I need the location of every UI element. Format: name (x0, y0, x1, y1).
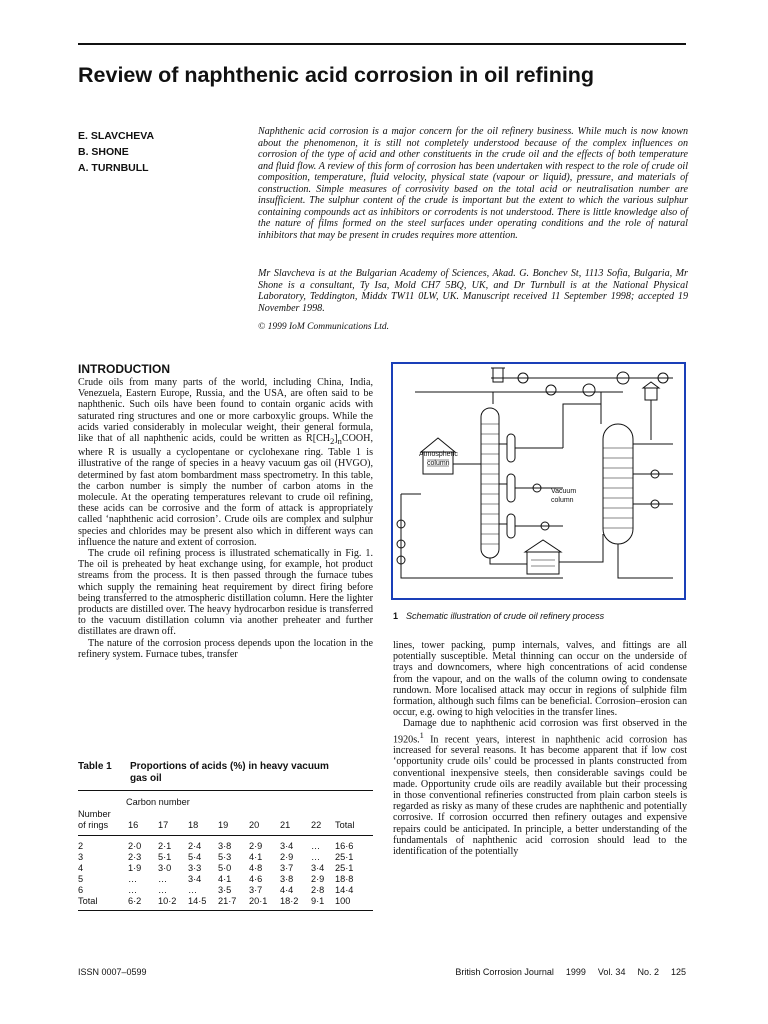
table-column-header: 21 (280, 820, 291, 830)
article-title: Review of naphthenic acid corrosion in oil refining (78, 63, 595, 87)
table-cell: 21·7 (218, 896, 237, 906)
product-lines (515, 448, 563, 526)
table-cell: … (188, 885, 198, 895)
table-row-label: 5 (78, 874, 84, 884)
table-top-rule (78, 790, 373, 791)
label-vacuum-line1: Vacuum (551, 488, 577, 495)
table-cell: 2·3 (128, 852, 142, 862)
draw-lines (499, 444, 507, 524)
table-row-header-line1: Number (78, 809, 111, 819)
table-cell: … (128, 874, 138, 884)
footer-citation (443, 967, 686, 977)
author-name: A. TURNBULL (78, 162, 149, 174)
footer-issue: No. 2 (637, 967, 659, 977)
table-group-header: Carbon number (126, 797, 190, 807)
author-affiliations: Mr Slavcheva is at the Bulgarian Academy of Sciences, Akad. G. Bonchev St, 1113 Sofia, Bulgaria, Mr Shone is a consultant, Ty Isa, Mold CH7 5BQ, UK, and Dr Turnbull is at the National Physical Laboratory, Teddington, Middx TW11 0LW, UK. Manuscript received 11 September 1998; accepted 19 November 1998. (258, 268, 688, 314)
label-atmospheric (419, 451, 460, 467)
table-row-label: 3 (78, 852, 84, 862)
table-row-label: 6 (78, 885, 84, 895)
author-name: B. SHONE (78, 146, 129, 158)
atmospheric-column (481, 408, 499, 558)
residue-line (618, 544, 673, 578)
furnace (527, 552, 559, 574)
furnace-coil (531, 560, 555, 566)
feed-line (401, 494, 563, 578)
footer-page: 125 (670, 967, 686, 977)
author-list (78, 128, 238, 176)
abstract: Naphthenic acid corrosion is a major concern for the oil refinery business. While much is now known about the phenomenon, it is still not completely understood because of the complex influences on corrosion of the type of acid and other constituents in the crude oil and the effects of both temperature and fluid flow. A review of this form of corrosion has been undertaken with respect to the role of crude oil composition, temperature, fluid velocity, physical state (vapour or liquid), pressure, and materials of construction. Simple measures of corrosivity based on the total acid or neutralisation number are insufficient. The sulphur content of the crude is important but the extent to which the various sulphur containing compounds act as inhibitors or corrodents is not understood. There is little knowledge also of the nature of films formed on the steel surfaces under operating conditions and the role of natural inhibitors that may be present in crudes requires more attention. (258, 126, 688, 241)
label-atmospheric-line1: Atmospheric (419, 451, 458, 458)
section-heading-introduction: INTRODUCTION (78, 362, 170, 376)
table-cell: 10·2 (158, 896, 177, 906)
table-row-header-line2: of rings (78, 820, 109, 830)
table-cell: 3·4 (280, 841, 294, 851)
table-cell: 2·1 (158, 841, 172, 851)
vacuum-column (603, 424, 633, 544)
text-run: ] (334, 433, 338, 445)
table-cell: 4·4 (280, 885, 294, 895)
side-stripper (507, 434, 515, 462)
table-cell: 3·4 (311, 863, 325, 873)
table-row-label: 2 (78, 841, 84, 851)
table-cell: 2·8 (311, 885, 325, 895)
column-trays (481, 424, 499, 544)
pipe (563, 404, 601, 448)
table-cell: 2·0 (128, 841, 142, 851)
furnace-roof (525, 540, 561, 552)
table-cell: 100 (335, 896, 351, 906)
right-column-text (393, 640, 687, 857)
side-stripper (507, 474, 515, 502)
table-cell: 9·1 (311, 896, 325, 906)
tank-top (643, 382, 659, 388)
table-cell: 16·6 (335, 841, 354, 851)
subscript: 2 (330, 437, 335, 447)
table-cell: 2·9 (311, 874, 325, 884)
exchanger (583, 384, 595, 396)
table-bottom-rule (78, 910, 373, 911)
table-column-header: 17 (158, 820, 169, 830)
furnace-roof (421, 438, 455, 452)
table-cell: 5·4 (188, 852, 202, 862)
subscript: n (337, 437, 342, 447)
intro-paragraph-3: The nature of the corrosion process depends upon the location in the refinery system. Furnace tubes, transfer (78, 637, 373, 660)
intro-paragraph-2: The crude oil refining process is illustrated schematically in Fig. 1. The oil is preheated by heat exchange using, for example, hot product streams from the process. It is then passed through the furnace tubes which supply the remaining heat requirement by direct firing before being transferred to the atmospheric distillation column. Here the lighter products are distilled over. The heavy hydrocarbon residue is transferred to the vacuum distillation column via another preheater and further distillates are drawn off. (78, 548, 373, 638)
table-cell: 2·4 (188, 841, 202, 851)
copyright-notice: © 1999 IoM Communications Ltd. (258, 322, 389, 332)
table-cell: 4·8 (249, 863, 263, 873)
text-run: In recent years, interest in naphthenic acid corrosion has increased for several reasons. It has become apparent that if low cost ‘opportunity crude oils’ could be processed in plants constructed from conventional inexpensive steels, then considerable savings could be made. Opportunity crude oils are readily available but their processing in those conventional refineries constructed from plain carbon steels is regarded as risky as many of these crudes are naphthenic and potentially corrosive. If corrosion occurred then refinery outages and expensive repairs could be anticipated. In principle, a better understanding of the fundamentals of naphthenic acid corrosion should lead to the identification of the potentially (393, 733, 687, 858)
table-column-header: Total (335, 820, 355, 830)
table-cell: 4·1 (249, 852, 263, 862)
table-cell: 18·8 (335, 874, 354, 884)
figure-1-caption (393, 611, 687, 621)
table-cell: 14·5 (188, 896, 207, 906)
table-cell: 3·5 (218, 885, 232, 895)
table-column-header: 18 (188, 820, 199, 830)
body-paragraph-2 (393, 718, 687, 857)
table-cell: 3·8 (218, 841, 232, 851)
table-cell: 18·2 (280, 896, 299, 906)
vacuum-feed-line (559, 534, 603, 562)
table-cell: 4·6 (249, 874, 263, 884)
table-cell: 1·9 (128, 863, 142, 873)
label-vacuum (551, 488, 578, 504)
table-cell: 25·1 (335, 852, 354, 862)
table-cell: 3·0 (158, 863, 172, 873)
table-column-header: 22 (311, 820, 322, 830)
table-row-label: Total (78, 896, 98, 906)
table-title-line1: Proportions of acids (%) in heavy vacuum (130, 761, 329, 772)
refinery-schematic (393, 364, 684, 598)
table-cell: 5·3 (218, 852, 232, 862)
tank (645, 388, 657, 400)
footer-year: 1999 (565, 967, 586, 977)
column-trays (603, 448, 633, 528)
table-cell: 3·8 (280, 874, 294, 884)
table-column-header: 19 (218, 820, 229, 830)
table-cell: 3·7 (249, 885, 263, 895)
residue-transfer (490, 558, 527, 564)
text-run: Crude oils from many parts of the world, including China, India, Venezuela, Eastern Europe, Russia, and the USA, are often said to be naphthenic. Such oils have been found to contain organic acids with saturated ring structures and one or more carboxylic groups. While the acids varied considerably in molecular weight, their general formula, like that of all naphthenic acids, could be written as R[CH (78, 377, 373, 445)
vacuum-product-lines (633, 444, 673, 504)
figure-number: 1 (393, 611, 399, 621)
footer-journal: British Corrosion Journal (455, 967, 554, 977)
intro-paragraph-1 (78, 377, 373, 548)
table-header-rule (78, 835, 373, 836)
left-column-text (78, 377, 373, 660)
table-cell: … (128, 885, 138, 895)
body-paragraph-1: lines, tower packing, pump internals, valves, and fittings are all potentially susceptible. Metal thinning can occur on the underside of trays and downcomers, where high concentrations of acid condense from the vapour, and on the walls of the column owing to condensate rundown. More localised attack may occur in regions of sulphide film formation, although such films can be beneficial. Corrosion–erosion can occur, e.g. owing to high velocities in the transfer lines. (393, 640, 687, 719)
text-run: COOH, where R is usually a cyclopentane or cyclohexane ring. Table 1 is illustrative of the range of species in a heavy vacuum gas oil (HVGO), determined by fast atom bombardment mass spectrometry. In this table, the carbon number is simply the number of carbon atoms in the molecule. At the operating temperatures relevant to crude oil refining, these acids can be corrosive and the form of attack is appropriately called ‘naphthenic acid corrosion’. Crude oils are complex and sulphur species and chlorides may be present also which in different ways can influence the nature and extent of corrosion. (78, 433, 373, 548)
table-cell: 2·9 (249, 841, 263, 851)
side-stripper (507, 514, 515, 538)
drum (493, 368, 503, 382)
table-cell: … (311, 841, 321, 851)
author-name: E. SLAVCHEVA (78, 130, 155, 142)
footer-issn: ISSN 0007–0599 (78, 967, 147, 977)
table-column-header: 16 (128, 820, 139, 830)
exchanger (546, 385, 556, 395)
table-cell: 2·9 (280, 852, 294, 862)
table-column-header: 20 (249, 820, 260, 830)
table-cell: 3·4 (188, 874, 202, 884)
table-number: Table 1 (78, 761, 112, 772)
table-cell: 14·4 (335, 885, 354, 895)
table-cell: … (158, 885, 168, 895)
table-cell: 3·7 (280, 863, 294, 873)
top-rule (78, 43, 686, 45)
table-1-title (78, 761, 378, 785)
table-cell: 25·1 (335, 863, 354, 873)
label-atmospheric-line2: column (427, 460, 450, 467)
table-cell: … (158, 874, 168, 884)
table-title-line2: gas oil (130, 773, 162, 784)
label-vacuum-line2: column (551, 497, 574, 504)
table-cell: … (311, 852, 321, 862)
table-cell: 5·0 (218, 863, 232, 873)
table-cell: 6·2 (128, 896, 142, 906)
table-row-label: 4 (78, 863, 84, 873)
figure-caption-text: Schematic illustration of crude oil refinery process (406, 611, 605, 621)
table-cell: 20·1 (249, 896, 268, 906)
footer-volume: Vol. 34 (597, 967, 626, 977)
table-cell: 3·3 (188, 863, 202, 873)
table-cell: 4·1 (218, 874, 232, 884)
reference-marker: 1 (419, 730, 424, 740)
table-cell: 5·1 (158, 852, 172, 862)
figure-1-frame (391, 362, 686, 600)
text-run: Damage due to naphthenic acid corrosion was first observed in the 1920s. (393, 718, 687, 745)
